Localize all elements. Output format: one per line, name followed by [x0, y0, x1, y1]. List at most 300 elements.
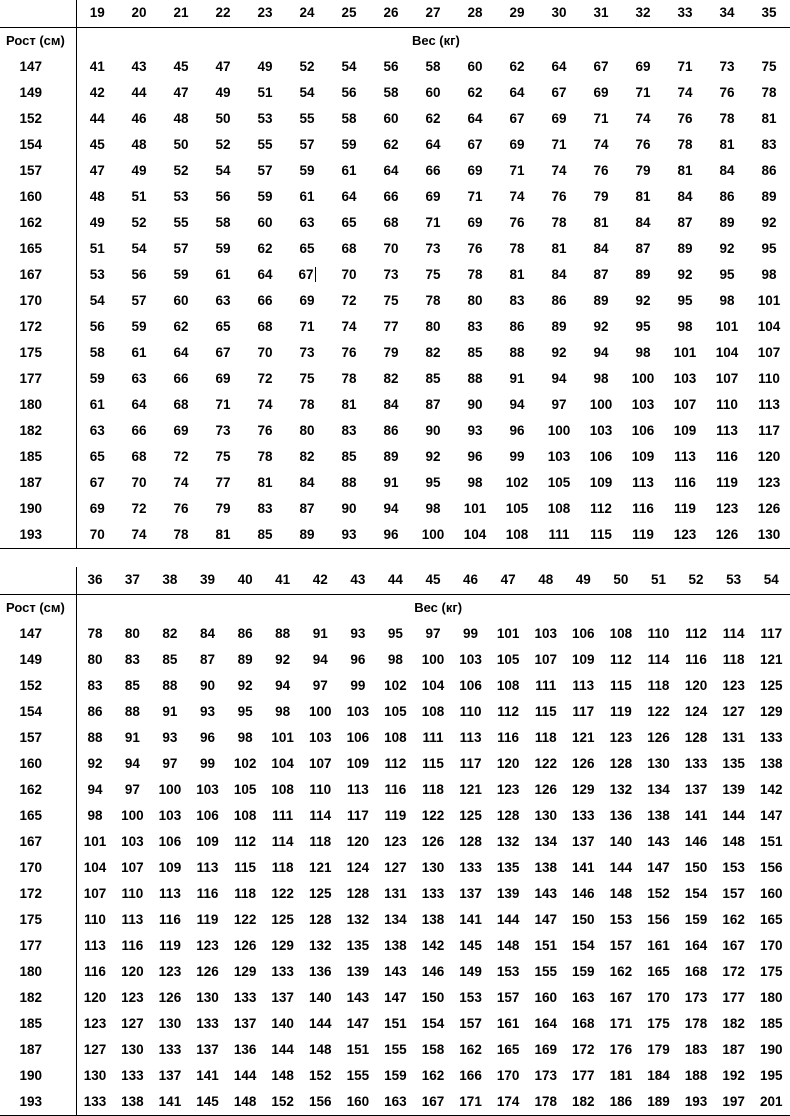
- weight-cell: [454, 106, 496, 132]
- cell-text: 167: [722, 938, 745, 953]
- weight-cell: [489, 907, 527, 933]
- weight-cell: [202, 132, 244, 158]
- weight-cell: [339, 1089, 377, 1115]
- cell-text: 178: [534, 1094, 557, 1109]
- cell-text: 156: [308, 1094, 332, 1109]
- cell-text: 115: [609, 678, 632, 693]
- weight-cell: [151, 907, 189, 933]
- weight-cell: [664, 262, 706, 288]
- spacer-cell: [76, 28, 118, 54]
- cell-text: 88: [341, 475, 357, 490]
- weight-cell: [414, 985, 452, 1011]
- cell-text: 138: [534, 860, 557, 875]
- cell-text: 177: [722, 990, 745, 1005]
- cell-text: 187: [722, 1042, 745, 1057]
- cell-text: 122: [647, 704, 670, 719]
- weight-cell: [189, 673, 227, 699]
- cell-text: 146: [572, 886, 595, 901]
- cell-text: 132: [346, 912, 370, 927]
- cell-text: 80: [124, 626, 140, 641]
- bmi-column-header: 42: [312, 572, 328, 587]
- weight-cell: [527, 699, 565, 725]
- cell-text: 123: [83, 1016, 107, 1031]
- cell-text: 147: [647, 860, 670, 875]
- weight-cell: [496, 106, 538, 132]
- weight-cell: [412, 158, 454, 184]
- cell-text: 147: [534, 912, 557, 927]
- cell-text: 152: [271, 1094, 294, 1109]
- cell-text: 43: [131, 59, 147, 74]
- cell-text: 110: [758, 371, 780, 386]
- cell-text: 89: [551, 319, 567, 334]
- spacer-cell: [339, 595, 377, 621]
- spacer-cell: [370, 28, 412, 54]
- spacer-cell: [202, 28, 244, 54]
- cell-text: 101: [715, 319, 739, 334]
- weight-cell: [286, 340, 328, 366]
- cell-text: 68: [131, 449, 147, 464]
- weight-cell: [412, 54, 454, 80]
- cell-text: 81: [719, 137, 735, 152]
- weight-cell: [151, 881, 189, 907]
- cell-text: 62: [467, 85, 483, 100]
- weight-cell: [160, 418, 202, 444]
- cell-text: 161: [496, 1016, 520, 1031]
- cell-text: 110: [309, 782, 332, 797]
- cell-text: 88: [467, 371, 483, 386]
- weight-cell: [160, 184, 202, 210]
- weight-cell: [189, 621, 227, 647]
- weight-cell: [622, 314, 664, 340]
- cell-text: 126: [647, 730, 670, 745]
- weight-cell: [715, 907, 753, 933]
- cell-text: 164: [684, 938, 708, 953]
- table-row: [0, 959, 790, 985]
- weight-cell: [580, 210, 622, 236]
- bmi-column-header: 51: [650, 572, 666, 587]
- cell-text: 108: [547, 501, 571, 516]
- weight-cell: [160, 340, 202, 366]
- cell-text: 141: [572, 860, 595, 875]
- cell-text: 82: [383, 371, 399, 386]
- weight-cell: [328, 236, 370, 262]
- weight-cell: [370, 392, 412, 418]
- weight-cell: [489, 855, 527, 881]
- bmi-column-header: 47: [500, 572, 516, 587]
- weight-cell: [602, 699, 640, 725]
- weight-cell: [706, 158, 748, 184]
- weight-cell: [489, 647, 527, 673]
- cell-text: 96: [509, 423, 525, 438]
- cell-text: 136: [233, 1042, 257, 1057]
- cell-text: 179: [647, 1042, 670, 1057]
- weight-cell: [264, 725, 302, 751]
- cell-text: 67: [89, 475, 105, 490]
- weight-cell: [244, 392, 286, 418]
- weight-cell: [76, 522, 118, 548]
- weight-cell: [414, 1063, 452, 1089]
- cell-text: 57: [299, 137, 315, 152]
- cell-text: 106: [572, 626, 595, 641]
- weight-cell: [151, 1037, 189, 1063]
- cell-text: 85: [124, 678, 140, 693]
- cell-text: 90: [425, 423, 441, 438]
- cell-text: 141: [196, 1068, 219, 1083]
- weight-cell: [76, 418, 118, 444]
- bmi-column-header: 49: [575, 572, 591, 587]
- cell-text: 106: [346, 730, 370, 745]
- cell-text: 107: [83, 886, 107, 901]
- weight-cell: [538, 132, 580, 158]
- weight-cell: [489, 725, 527, 751]
- weight-cell: [189, 1037, 227, 1063]
- weight-cell: [301, 829, 339, 855]
- weight-cell: [580, 184, 622, 210]
- weight-cell: [412, 262, 454, 288]
- weight-cell: [622, 262, 664, 288]
- corner-cell: [0, 0, 76, 28]
- height-value: 165: [0, 236, 76, 262]
- weight-cell: [414, 777, 452, 803]
- cell-text: 104: [757, 319, 781, 334]
- weight-cell: [114, 777, 152, 803]
- spacer-cell: [496, 28, 538, 54]
- cell-text: 106: [459, 678, 482, 693]
- weight-cell: [339, 933, 377, 959]
- weight-cell: [264, 647, 302, 673]
- cell-text: 133: [421, 886, 445, 901]
- weight-cell: [677, 621, 715, 647]
- cell-text: 123: [496, 782, 520, 797]
- cell-text: 103: [158, 808, 182, 823]
- weight-cell: [118, 158, 160, 184]
- weight-cell: [151, 1011, 189, 1037]
- weight-cell: [715, 959, 753, 985]
- cell-text: 64: [131, 397, 147, 412]
- cell-text: 138: [384, 938, 407, 953]
- cell-text: 75: [215, 449, 231, 464]
- weight-cell: [664, 54, 706, 80]
- cell-text: 66: [257, 293, 273, 308]
- cell-text: 61: [131, 345, 147, 360]
- weight-cell: [748, 314, 790, 340]
- cell-text: 110: [121, 886, 144, 901]
- cell-text: 79: [635, 163, 651, 178]
- weight-cell: [286, 80, 328, 106]
- weight-cell: [538, 470, 580, 496]
- weight-cell: [244, 470, 286, 496]
- cell-text: 143: [384, 964, 407, 979]
- weight-cell: [454, 314, 496, 340]
- cell-text: 76: [719, 85, 735, 100]
- cell-text: 118: [271, 860, 294, 875]
- weight-cell: [328, 418, 370, 444]
- weight-cell: [114, 1063, 152, 1089]
- table-row: [0, 803, 790, 829]
- cell-text: 113: [632, 475, 654, 490]
- cell-text: 127: [83, 1042, 107, 1057]
- weight-cell: [301, 699, 339, 725]
- weight-cell: [706, 288, 748, 314]
- cell-text: 113: [121, 912, 144, 927]
- weight-cell: [264, 985, 302, 1011]
- weight-cell: [244, 444, 286, 470]
- weight-cell: [370, 210, 412, 236]
- cell-text: 49: [215, 85, 231, 100]
- cell-text: 78: [87, 626, 103, 641]
- weight-cell: [538, 496, 580, 522]
- cell-text: 123: [757, 475, 781, 490]
- weight-cell: [76, 751, 114, 777]
- cell-text: 60: [257, 215, 273, 230]
- weight-cell: [715, 699, 753, 725]
- cell-text: 114: [309, 808, 332, 823]
- cell-text: 64: [341, 189, 357, 204]
- cell-text: 116: [84, 964, 106, 979]
- cell-text: 69: [467, 215, 483, 230]
- cell-text: 150: [572, 912, 595, 927]
- weight-cell: [160, 80, 202, 106]
- bmi-block: [0, 0, 790, 549]
- weight-cell: [640, 673, 678, 699]
- bmi-column-header: 19: [89, 5, 105, 20]
- weight-cell: [752, 1089, 790, 1115]
- weight-cell: [622, 470, 664, 496]
- weight-cell: [160, 106, 202, 132]
- cell-text: 72: [131, 501, 147, 516]
- cell-text: 95: [387, 626, 403, 641]
- weight-cell: [454, 418, 496, 444]
- cell-text: 48: [89, 189, 105, 204]
- weight-cell: [496, 496, 538, 522]
- cell-text: 111: [422, 730, 444, 745]
- cell-text: 152: [647, 886, 670, 901]
- weight-cell: [452, 933, 490, 959]
- weight-cell: [538, 418, 580, 444]
- cell-text: 142: [421, 938, 445, 953]
- cell-text: 178: [684, 1016, 708, 1031]
- cell-text: 59: [341, 137, 357, 152]
- weight-cell: [602, 1063, 640, 1089]
- weight-cell: [76, 132, 118, 158]
- cell-text: 168: [572, 1016, 595, 1031]
- weight-cell: [706, 132, 748, 158]
- table-row: [0, 444, 790, 470]
- cell-text: 66: [425, 163, 441, 178]
- cell-text: 170: [759, 938, 783, 953]
- weight-cell: [622, 210, 664, 236]
- weight-cell: [339, 1063, 377, 1089]
- weight-cell: [226, 1089, 264, 1115]
- cell-text: 86: [761, 163, 777, 178]
- cell-text: 133: [684, 756, 708, 771]
- weight-cell: [664, 236, 706, 262]
- table-row: [0, 236, 790, 262]
- cell-text: 105: [233, 782, 257, 797]
- cell-text: 138: [421, 912, 445, 927]
- cell-text: 73: [425, 241, 441, 256]
- weight-cell: [118, 392, 160, 418]
- weight-cell: [565, 1037, 603, 1063]
- weight-cell: [527, 959, 565, 985]
- weight-cell: [602, 829, 640, 855]
- weight-cell: [264, 699, 302, 725]
- weight-cell: [580, 522, 622, 548]
- weight-cell: [412, 496, 454, 522]
- cell-text: 67: [551, 85, 567, 100]
- weight-cell: [752, 803, 790, 829]
- weight-cell: [377, 725, 415, 751]
- cell-text: 115: [234, 860, 256, 875]
- cell-text: 123: [121, 990, 144, 1005]
- weight-cell: [286, 262, 328, 288]
- weight-cell: [752, 933, 790, 959]
- weight-cell: [412, 366, 454, 392]
- weight-cell: [565, 985, 603, 1011]
- weight-cell: [377, 1063, 415, 1089]
- bmi-column-header: 21: [173, 5, 189, 20]
- weight-cell: [489, 1089, 527, 1115]
- block-bottom-rule: [0, 548, 790, 549]
- weight-cell: [489, 985, 527, 1011]
- cell-text: 92: [275, 652, 291, 667]
- cell-text: 126: [233, 938, 257, 953]
- weight-cell: [580, 366, 622, 392]
- weight-cell: [202, 158, 244, 184]
- cell-text: 58: [341, 111, 357, 126]
- cell-text: 100: [589, 397, 613, 412]
- cell-text: 133: [572, 808, 595, 823]
- height-value: 177: [0, 366, 76, 392]
- height-value: 180: [0, 392, 76, 418]
- cell-text: 75: [383, 293, 399, 308]
- cell-text: 112: [590, 501, 612, 516]
- weight-cell: [202, 236, 244, 262]
- weight-cell: [151, 985, 189, 1011]
- weight-cell: [264, 1011, 302, 1037]
- cell-text: 159: [572, 964, 595, 979]
- weight-cell: [748, 54, 790, 80]
- weight-cell: [527, 673, 565, 699]
- cell-text: 133: [158, 1042, 182, 1057]
- weight-cell: [622, 288, 664, 314]
- cell-text: 108: [271, 782, 294, 797]
- weight-cell: [160, 314, 202, 340]
- weight-cell: [414, 1037, 452, 1063]
- cell-text: 151: [346, 1042, 370, 1057]
- cell-text: 69: [425, 189, 441, 204]
- weight-cell: [160, 132, 202, 158]
- cell-text: 98: [425, 501, 441, 516]
- weight-cell: [706, 366, 748, 392]
- weight-cell: [226, 985, 264, 1011]
- weight-cell: [489, 1011, 527, 1037]
- cell-text: 125: [759, 678, 783, 693]
- weight-cell: [328, 314, 370, 340]
- cell-text: 94: [509, 397, 525, 412]
- weight-cell: [328, 54, 370, 80]
- table-row: [0, 106, 790, 132]
- weight-cell: [118, 288, 160, 314]
- weight-cell: [244, 54, 286, 80]
- cell-text: 132: [308, 938, 332, 953]
- cell-text: 127: [384, 860, 407, 875]
- cell-text: 144: [271, 1042, 294, 1057]
- cell-text: 133: [271, 964, 294, 979]
- weight-cell: [452, 1089, 490, 1115]
- weight-cell: [496, 444, 538, 470]
- weight-cell: [151, 1089, 189, 1115]
- height-value: 149: [0, 647, 76, 673]
- weight-cell: [226, 751, 264, 777]
- cell-text: 108: [233, 808, 257, 823]
- weight-cell: [377, 647, 415, 673]
- cell-text: 98: [237, 730, 253, 745]
- height-value: 185: [0, 1011, 76, 1037]
- cell-text: 71: [215, 397, 231, 412]
- weight-cell: [538, 54, 580, 80]
- cell-text: 59: [131, 319, 147, 334]
- cell-text: 147: [384, 990, 407, 1005]
- weight-cell: [706, 522, 748, 548]
- cell-text: 69: [551, 111, 567, 126]
- weight-cell: [452, 803, 490, 829]
- cell-text: 145: [459, 938, 482, 953]
- cell-text: 119: [609, 704, 632, 719]
- weight-cell: [286, 236, 328, 262]
- cell-text: 120: [496, 756, 520, 771]
- weight-cell: [496, 418, 538, 444]
- cell-text: 153: [722, 860, 745, 875]
- cell-text: 113: [196, 860, 219, 875]
- weight-cell: [114, 621, 152, 647]
- weight-cell: [677, 1089, 715, 1115]
- cell-text: 161: [647, 938, 670, 953]
- weight-cell: [118, 184, 160, 210]
- weight-cell: [244, 132, 286, 158]
- table-row: [0, 855, 790, 881]
- cell-text: 120: [83, 990, 107, 1005]
- cell-text: 79: [593, 189, 609, 204]
- table-row: [0, 418, 790, 444]
- cell-text: 88: [124, 704, 140, 719]
- weight-cell: [412, 236, 454, 262]
- height-value: 170: [0, 855, 76, 881]
- cell-text: 81: [635, 189, 651, 204]
- weight-cell: [706, 470, 748, 496]
- cell-text: 53: [173, 189, 189, 204]
- weight-cell: [496, 184, 538, 210]
- cell-text: 71: [509, 163, 525, 178]
- weight-cell: [339, 621, 377, 647]
- weight-cell: [76, 106, 118, 132]
- cell-text: 54: [89, 293, 105, 308]
- bmi-column-header: 48: [538, 572, 554, 587]
- cell-text: 107: [673, 397, 697, 412]
- cell-text: 111: [535, 678, 557, 693]
- weight-cell: [202, 184, 244, 210]
- cell-text: 103: [459, 652, 482, 667]
- spacer-cell: [264, 595, 302, 621]
- cell-text: 119: [196, 912, 219, 927]
- weight-cell: [640, 855, 678, 881]
- cell-text: 117: [758, 423, 780, 438]
- weight-cell: [677, 673, 715, 699]
- cell-text: 85: [467, 345, 483, 360]
- height-value: 177: [0, 933, 76, 959]
- cell-text: 67: [215, 345, 231, 360]
- cell-text: 98: [467, 475, 483, 490]
